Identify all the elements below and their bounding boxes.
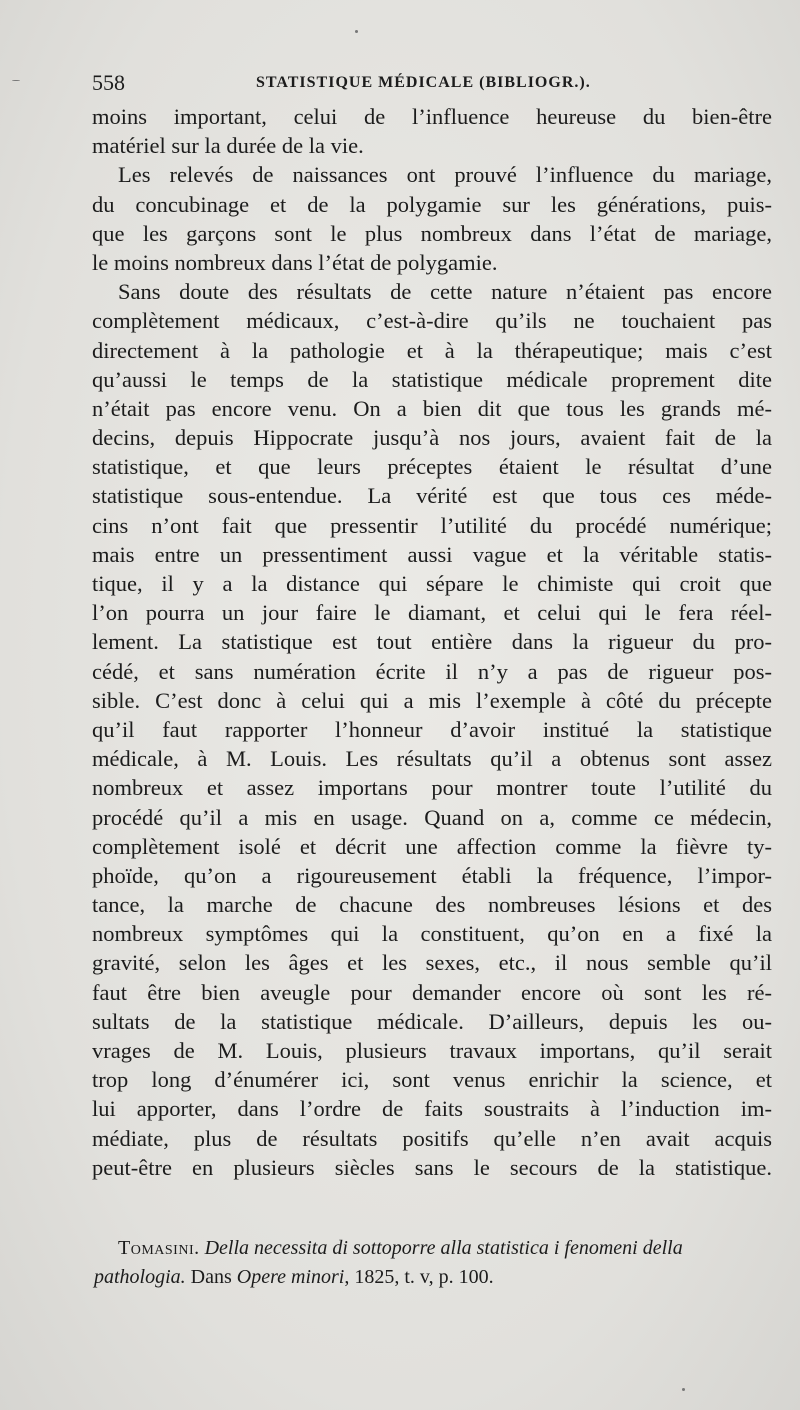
reference-line [94, 1263, 774, 1292]
reference-title-continued: pathologia. [94, 1266, 186, 1288]
page-number: 558 [92, 70, 125, 95]
text-line: sultats de la statistique médicale. D’ailleurs, depuis les ou- [92, 1008, 772, 1034]
text-line: matériel sur la durée de la vie. [92, 133, 364, 159]
text-line: médicale, à M. Louis. Les résultats qu’il a obtenus sont assez [92, 746, 772, 772]
text-line: tance, la marche de chacune des nombreuses lésions et des [92, 892, 772, 918]
reference-author: Tomasini. [118, 1237, 200, 1259]
bibliographic-reference [94, 1234, 774, 1292]
text-line: du concubinage et de la polygamie sur les générations, puis- [92, 191, 772, 217]
text-line: n’était pas encore venu. On a bien dit que tous les grands mé- [92, 395, 772, 421]
text-line: gravité, selon les âges et les sexes, etc., il nous semble qu’il [92, 950, 772, 976]
text-line: cins n’ont fait que pressentir l’utilité du procédé numérique; [92, 512, 772, 538]
text-line: moins important, celui de l’influence heureuse du bien-être [92, 104, 772, 129]
text-line: statistique sous-entendue. La vérité est que tous ces méde- [92, 483, 772, 509]
text-line: procédé qu’il a mis en usage. Quand on a, comme ce médecin, [92, 804, 772, 830]
text-line: statistique, et que leurs préceptes étaient le résultat d’une [92, 454, 772, 480]
reference-source-details: , 1825, t. v, p. 100. [344, 1266, 494, 1288]
text-line: trop long d’énumérer ici, sont venus enrichir la science, et [92, 1067, 772, 1093]
text-line: phoïde, qu’on a rigoureusement établi la fréquence, l’impor- [92, 862, 772, 888]
text-line: decins, depuis Hippocrate jusqu’à nos jours, avaient fait de la [92, 425, 772, 451]
paper-speck [355, 30, 358, 33]
reference-title: Della necessita di sottoporre alla statistica i fenomeni della [204, 1237, 683, 1259]
paper-speck [12, 80, 20, 81]
text-line: lui apporter, dans l’ordre de faits soustraits à l’induction im- [92, 1096, 772, 1122]
header-title: STATISTIQUE MÉDICALE (BIBLIOGR.). [256, 74, 591, 91]
paper-speck [682, 1388, 685, 1391]
text-line: complètement isolé et décrit une affection comme la fièvre ty- [92, 833, 772, 859]
text-line: que les garçons sont le plus nombreux dans l’état de mariage, [92, 220, 772, 246]
text-line: nombreux symptômes qui la constituent, qu’on en a fixé la [92, 921, 772, 947]
reference-source-title: Opere minori [236, 1266, 345, 1288]
text-line: lement. La statistique est tout entière dans la rigueur du pro- [92, 629, 772, 655]
text-line: l’on pourra un jour faire le diamant, et celui qui le fera réel- [92, 600, 772, 626]
running-head [92, 70, 792, 100]
body-text [92, 102, 772, 1182]
text-line: vrages de M. Louis, plusieurs travaux importans, qu’il serait [92, 1038, 772, 1063]
text-line: sible. C’est donc à celui qui a mis l’exemple à côté du précepte [92, 687, 772, 713]
text-line: Sans doute des résultats de cette nature n’étaient pas encore [118, 279, 772, 305]
text-line: Les relevés de naissances ont prouvé l’influence du mariage, [118, 162, 772, 188]
text-line: qu’aussi le temps de la statistique médicale proprement dite [92, 366, 772, 392]
text-line: tique, il y a la distance qui sépare le chimiste qui croit que [92, 571, 772, 596]
text-line: directement à la pathologie et à la thérapeutique; mais c’est [92, 337, 772, 363]
text-line: médiate, plus de résultats positifs qu’elle n’en avait acquis [92, 1125, 772, 1151]
reference-line [94, 1234, 774, 1263]
text-line: cédé, et sans numération écrite il n’y a pas de rigueur pos- [92, 658, 772, 684]
text-line: nombreux et assez importans pour montrer toute l’utilité du [92, 775, 772, 801]
text-line: qu’il faut rapporter l’honneur d’avoir institué la statistique [92, 716, 772, 742]
text-line: peut-être en plusieurs siècles sans le secours de la statistique. [92, 1154, 772, 1180]
text-line: complètement médicaux, c’est-à-dire qu’ils ne touchaient pas [92, 308, 772, 334]
text-line: mais entre un pressentiment aussi vague et la véritable statis- [92, 541, 772, 567]
reference-source-prefix: Dans [190, 1266, 232, 1288]
text-line: faut être bien aveugle pour demander encore où sont les ré- [92, 979, 772, 1005]
text-line: le moins nombreux dans l’état de polygamie. [92, 249, 498, 275]
